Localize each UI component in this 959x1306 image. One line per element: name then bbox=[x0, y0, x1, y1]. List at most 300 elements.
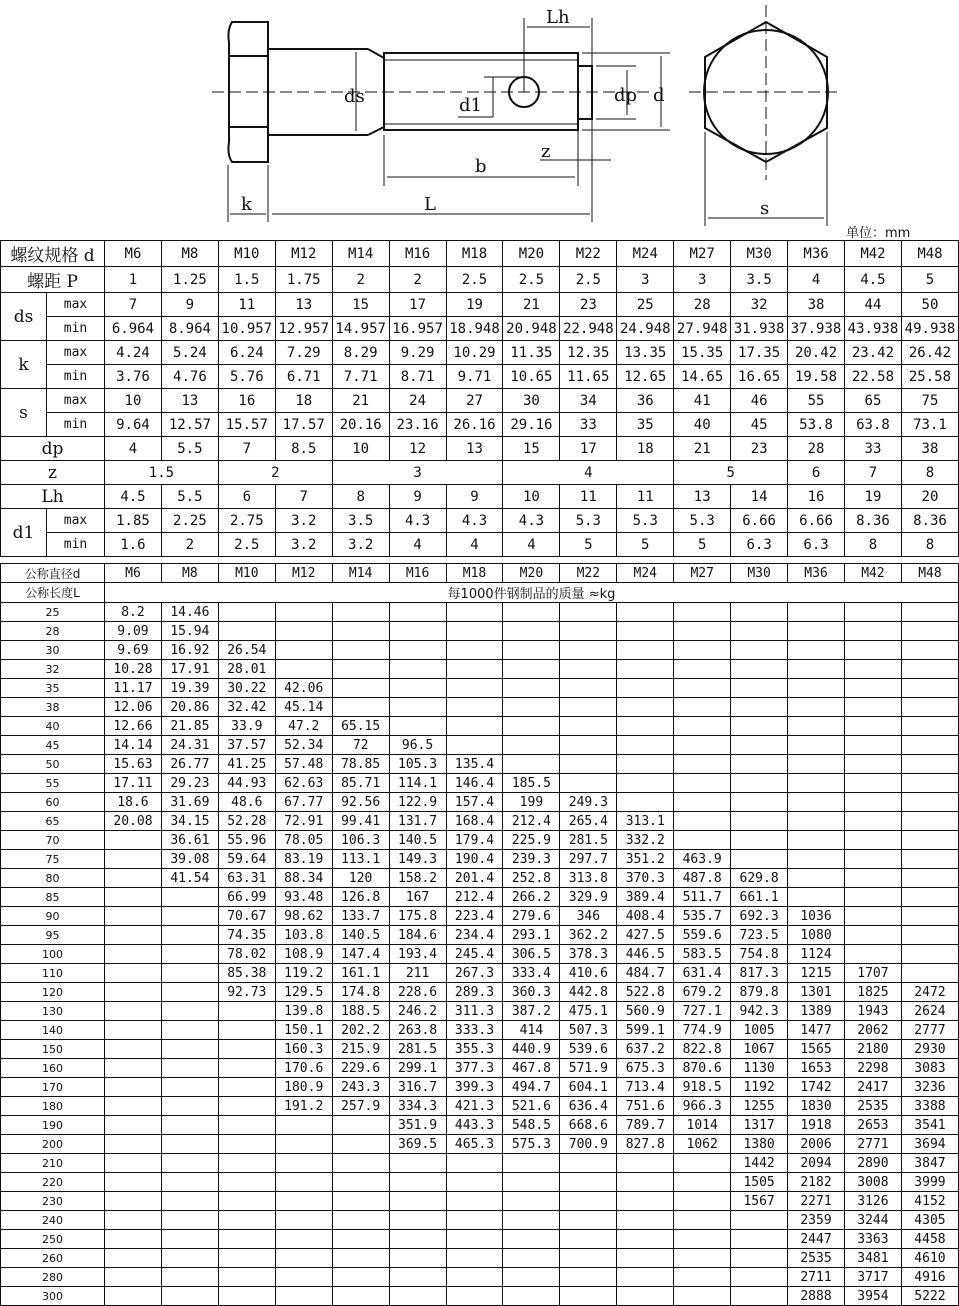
table-row bbox=[1, 698, 959, 717]
s-min-value: 12.57 bbox=[161, 413, 218, 437]
mass-value bbox=[788, 660, 845, 679]
mass-value: 334.3 bbox=[389, 1097, 446, 1116]
length-value: 160 bbox=[1, 1059, 105, 1078]
mass-value: 1442 bbox=[731, 1154, 788, 1173]
mass-value: 1014 bbox=[674, 1116, 731, 1135]
mass-value bbox=[275, 1154, 332, 1173]
table-row bbox=[1, 1002, 959, 1021]
label-Lh: Lh bbox=[546, 7, 570, 28]
mass-value: 494.7 bbox=[503, 1078, 560, 1097]
pitch-value: 2 bbox=[332, 267, 389, 293]
mass-value bbox=[503, 1154, 560, 1173]
k-min-value: 5.76 bbox=[218, 365, 275, 389]
Lh-label: Lh bbox=[1, 485, 105, 509]
mass-value: 583.5 bbox=[674, 945, 731, 964]
mass-value: 52.28 bbox=[218, 812, 275, 831]
mass-value: 93.48 bbox=[275, 888, 332, 907]
mass-value bbox=[731, 641, 788, 660]
table-row bbox=[1, 413, 959, 437]
mass-value: 2417 bbox=[844, 1078, 901, 1097]
size-header: M14 bbox=[332, 241, 389, 267]
mass-value bbox=[161, 1002, 218, 1021]
mass-value: 700.9 bbox=[560, 1135, 617, 1154]
k-min-value: 3.76 bbox=[105, 365, 162, 389]
mass-value bbox=[844, 774, 901, 793]
mass-value: 249.3 bbox=[560, 793, 617, 812]
mass-value: 789.7 bbox=[617, 1116, 674, 1135]
mass-value: 9.69 bbox=[105, 641, 162, 660]
mass-value bbox=[788, 603, 845, 622]
pitch-value: 2 bbox=[389, 267, 446, 293]
Lh-value: 5.5 bbox=[161, 485, 218, 509]
mass-value bbox=[161, 1230, 218, 1249]
label-z: z bbox=[541, 141, 551, 162]
mass-value: 313.8 bbox=[560, 869, 617, 888]
Lh-value: 16 bbox=[788, 485, 845, 509]
mass-value bbox=[503, 1211, 560, 1230]
mass-value: 14.14 bbox=[105, 736, 162, 755]
mass-value bbox=[788, 622, 845, 641]
mass-value: 421.3 bbox=[446, 1097, 503, 1116]
d1-min-value: 2 bbox=[161, 533, 218, 557]
mass-value: 369.5 bbox=[389, 1135, 446, 1154]
z-value: 8 bbox=[901, 461, 958, 485]
length-value: 250 bbox=[1, 1230, 105, 1249]
mass-value: 3481 bbox=[844, 1249, 901, 1268]
mass-value bbox=[788, 717, 845, 736]
d1-max-value: 8.36 bbox=[901, 509, 958, 533]
mass-value bbox=[674, 1154, 731, 1173]
mass-value: 351.9 bbox=[389, 1116, 446, 1135]
mass-value: 1062 bbox=[674, 1135, 731, 1154]
length-value: 25 bbox=[1, 603, 105, 622]
size-header: M18 bbox=[446, 564, 503, 583]
mass-value bbox=[503, 1287, 560, 1306]
length-value: 120 bbox=[1, 983, 105, 1002]
mass-value bbox=[446, 717, 503, 736]
mass-value bbox=[332, 1173, 389, 1192]
size-header: M6 bbox=[105, 241, 162, 267]
mass-value bbox=[617, 1154, 674, 1173]
mass-value: 26.77 bbox=[161, 755, 218, 774]
table-row bbox=[1, 983, 959, 1002]
mass-value: 157.4 bbox=[446, 793, 503, 812]
mass-value: 55.96 bbox=[218, 831, 275, 850]
mass-value: 193.4 bbox=[389, 945, 446, 964]
table-row bbox=[1, 317, 959, 341]
table-row bbox=[1, 907, 959, 926]
length-value: 180 bbox=[1, 1097, 105, 1116]
mass-value: 15.94 bbox=[161, 622, 218, 641]
mass-value bbox=[844, 945, 901, 964]
mass-value: 243.3 bbox=[332, 1078, 389, 1097]
mass-value bbox=[275, 622, 332, 641]
mass-value: 263.8 bbox=[389, 1021, 446, 1040]
mass-value: 45.14 bbox=[275, 698, 332, 717]
mass-value bbox=[560, 603, 617, 622]
ds-min-value: 27.948 bbox=[674, 317, 731, 341]
s-max-value: 55 bbox=[788, 389, 845, 413]
k-max-value: 6.24 bbox=[218, 341, 275, 365]
mass-value bbox=[617, 1230, 674, 1249]
mass-value bbox=[218, 1268, 275, 1287]
mass-value bbox=[275, 1268, 332, 1287]
mass-value: 333.4 bbox=[503, 964, 560, 983]
min-label: min bbox=[47, 365, 105, 389]
mass-value bbox=[446, 1154, 503, 1173]
mass-value: 1005 bbox=[731, 1021, 788, 1040]
mass-value bbox=[617, 1192, 674, 1211]
mass-value: 234.4 bbox=[446, 926, 503, 945]
mass-value: 225.9 bbox=[503, 831, 560, 850]
pitch-value: 3.5 bbox=[731, 267, 788, 293]
table-row bbox=[1, 679, 959, 698]
mass-value: 31.69 bbox=[161, 793, 218, 812]
k-max-value: 7.29 bbox=[275, 341, 332, 365]
s-min-value: 29.16 bbox=[503, 413, 560, 437]
mass-value: 942.3 bbox=[731, 1002, 788, 1021]
ds-max-value: 28 bbox=[674, 293, 731, 317]
mass-value: 311.3 bbox=[446, 1002, 503, 1021]
mass-value bbox=[161, 1135, 218, 1154]
k-label: k bbox=[1, 341, 47, 389]
mass-value: 629.8 bbox=[731, 869, 788, 888]
ds-max-value: 50 bbox=[901, 293, 958, 317]
ds-max-value: 44 bbox=[845, 293, 902, 317]
mass-value: 85.71 bbox=[332, 774, 389, 793]
mass-value bbox=[161, 888, 218, 907]
mass-value bbox=[446, 603, 503, 622]
mass-value bbox=[105, 1078, 162, 1097]
mass-value bbox=[105, 964, 162, 983]
mass-value: 870.6 bbox=[674, 1059, 731, 1078]
mass-value bbox=[503, 736, 560, 755]
mass-value bbox=[161, 1268, 218, 1287]
mass-value bbox=[901, 755, 958, 774]
mass-value bbox=[105, 1116, 162, 1135]
mass-value bbox=[731, 622, 788, 641]
mass-value: 106.3 bbox=[332, 831, 389, 850]
mass-value bbox=[105, 1002, 162, 1021]
mass-value bbox=[731, 831, 788, 850]
mass-value bbox=[332, 1230, 389, 1249]
mass-value: 1255 bbox=[731, 1097, 788, 1116]
mass-value: 1707 bbox=[844, 964, 901, 983]
mass-value: 539.6 bbox=[560, 1040, 617, 1059]
mass-value: 47.2 bbox=[275, 717, 332, 736]
table-row bbox=[1, 622, 959, 641]
mass-value bbox=[788, 679, 845, 698]
mass-value: 18.6 bbox=[105, 793, 162, 812]
mass-value bbox=[503, 603, 560, 622]
table-row bbox=[1, 267, 959, 293]
mass-value: 85.38 bbox=[218, 964, 275, 983]
mass-value: 467.8 bbox=[503, 1059, 560, 1078]
mass-value bbox=[788, 888, 845, 907]
d1-max-value: 2.25 bbox=[161, 509, 218, 533]
mass-value bbox=[560, 1230, 617, 1249]
mass-value bbox=[617, 1211, 674, 1230]
mass-value bbox=[901, 869, 958, 888]
mass-value: 63.31 bbox=[218, 869, 275, 888]
mass-value bbox=[560, 755, 617, 774]
mass-value bbox=[446, 660, 503, 679]
mass-value bbox=[389, 1287, 446, 1306]
mass-value bbox=[332, 1116, 389, 1135]
s-min-value: 45 bbox=[731, 413, 788, 437]
mass-value: 12.06 bbox=[105, 698, 162, 717]
mass-value bbox=[161, 1059, 218, 1078]
dp-value: 13 bbox=[446, 437, 503, 461]
mass-value bbox=[105, 926, 162, 945]
mass-value bbox=[389, 1154, 446, 1173]
mass-value: 2359 bbox=[788, 1211, 845, 1230]
mass-value: 2298 bbox=[844, 1059, 901, 1078]
length-value: 30 bbox=[1, 641, 105, 660]
mass-value: 713.4 bbox=[617, 1078, 674, 1097]
label-L: L bbox=[424, 194, 436, 215]
size-header: M12 bbox=[275, 241, 332, 267]
mass-value: 827.8 bbox=[617, 1135, 674, 1154]
mass-value bbox=[161, 1192, 218, 1211]
mass-value: 329.9 bbox=[560, 888, 617, 907]
mass-value bbox=[389, 1192, 446, 1211]
mass-value: 83.19 bbox=[275, 850, 332, 869]
table-row bbox=[1, 1040, 959, 1059]
mass-value: 723.5 bbox=[731, 926, 788, 945]
ds-max-value: 38 bbox=[788, 293, 845, 317]
d1-min-value: 1.6 bbox=[105, 533, 162, 557]
length-value: 240 bbox=[1, 1211, 105, 1230]
s-max-value: 18 bbox=[275, 389, 332, 413]
mass-value bbox=[844, 622, 901, 641]
length-value: 210 bbox=[1, 1154, 105, 1173]
length-value: 45 bbox=[1, 736, 105, 755]
size-header: M8 bbox=[161, 241, 218, 267]
max-label: max bbox=[47, 341, 105, 365]
table-row bbox=[1, 1021, 959, 1040]
mass-value: 754.8 bbox=[731, 945, 788, 964]
mass-value: 66.99 bbox=[218, 888, 275, 907]
mass-value: 150.1 bbox=[275, 1021, 332, 1040]
s-max-value: 41 bbox=[674, 389, 731, 413]
pitch-label: 螺距 P bbox=[1, 267, 105, 293]
mass-value bbox=[161, 1287, 218, 1306]
mass-value: 3999 bbox=[901, 1173, 958, 1192]
mass-value: 313.1 bbox=[617, 812, 674, 831]
table-row bbox=[1, 564, 959, 583]
k-min-value: 14.65 bbox=[674, 365, 731, 389]
mass-value: 70.67 bbox=[218, 907, 275, 926]
s-max-value: 30 bbox=[503, 389, 560, 413]
mass-value: 521.6 bbox=[503, 1097, 560, 1116]
ds-min-value: 8.964 bbox=[161, 317, 218, 341]
mass-value: 30.22 bbox=[218, 679, 275, 698]
k-max-value: 4.24 bbox=[105, 341, 162, 365]
mass-value bbox=[674, 660, 731, 679]
table-row bbox=[1, 850, 959, 869]
ds-max-value: 19 bbox=[446, 293, 503, 317]
mass-value: 599.1 bbox=[617, 1021, 674, 1040]
mass-value: 3126 bbox=[844, 1192, 901, 1211]
d1-min-value: 8 bbox=[845, 533, 902, 557]
Lh-value: 20 bbox=[901, 485, 958, 509]
mass-value: 41.54 bbox=[161, 869, 218, 888]
mass-value bbox=[218, 1097, 275, 1116]
size-header: M42 bbox=[845, 241, 902, 267]
mass-value: 36.61 bbox=[161, 831, 218, 850]
length-value: 85 bbox=[1, 888, 105, 907]
mass-value bbox=[503, 641, 560, 660]
mass-value bbox=[674, 698, 731, 717]
nominal-diameter-label: 公称直径d bbox=[1, 564, 105, 583]
label-b: b bbox=[475, 156, 487, 177]
mass-value bbox=[275, 1230, 332, 1249]
mass-value bbox=[105, 1059, 162, 1078]
max-label: max bbox=[47, 389, 105, 413]
Lh-value: 11 bbox=[560, 485, 617, 509]
mass-value: 149.3 bbox=[389, 850, 446, 869]
mass-value: 1565 bbox=[788, 1040, 845, 1059]
ds-max-value: 11 bbox=[218, 293, 275, 317]
z-label: z bbox=[1, 461, 105, 485]
mass-value bbox=[617, 774, 674, 793]
mass-value: 3954 bbox=[844, 1287, 901, 1306]
mass-value: 3236 bbox=[901, 1078, 958, 1097]
mass-value bbox=[389, 1173, 446, 1192]
mass-value: 44.93 bbox=[218, 774, 275, 793]
table-row bbox=[1, 1268, 959, 1287]
table-row bbox=[1, 1173, 959, 1192]
mass-value bbox=[674, 622, 731, 641]
mass-value: 3008 bbox=[844, 1173, 901, 1192]
mass-value bbox=[901, 774, 958, 793]
size-header: M20 bbox=[503, 241, 560, 267]
mass-value bbox=[275, 1173, 332, 1192]
mass-value: 443.3 bbox=[446, 1116, 503, 1135]
mass-value: 463.9 bbox=[674, 850, 731, 869]
length-value: 110 bbox=[1, 964, 105, 983]
ds-max-value: 32 bbox=[731, 293, 788, 317]
table-row bbox=[1, 509, 959, 533]
mass-value bbox=[674, 717, 731, 736]
ds-max-value: 7 bbox=[105, 293, 162, 317]
mass-value: 751.6 bbox=[617, 1097, 674, 1116]
mass-value: 99.41 bbox=[332, 812, 389, 831]
ds-min-value: 37.938 bbox=[788, 317, 845, 341]
length-value: 50 bbox=[1, 755, 105, 774]
ds-max-value: 13 bbox=[275, 293, 332, 317]
mass-value: 266.2 bbox=[503, 888, 560, 907]
mass-value bbox=[674, 736, 731, 755]
mass-value bbox=[901, 660, 958, 679]
length-value: 38 bbox=[1, 698, 105, 717]
mass-value: 427.5 bbox=[617, 926, 674, 945]
mass-value: 2930 bbox=[901, 1040, 958, 1059]
z-value: 6 bbox=[788, 461, 845, 485]
mass-value: 299.1 bbox=[389, 1059, 446, 1078]
length-value: 220 bbox=[1, 1173, 105, 1192]
d1-max-value: 4.3 bbox=[503, 509, 560, 533]
mass-value bbox=[844, 679, 901, 698]
dp-value: 21 bbox=[674, 437, 731, 461]
s-max-value: 16 bbox=[218, 389, 275, 413]
mass-value: 72 bbox=[332, 736, 389, 755]
pitch-value: 2.5 bbox=[560, 267, 617, 293]
mass-value: 774.9 bbox=[674, 1021, 731, 1040]
dp-value: 38 bbox=[901, 437, 958, 461]
d1-max-value: 1.85 bbox=[105, 509, 162, 533]
mass-value bbox=[161, 1249, 218, 1268]
mass-value: 679.2 bbox=[674, 983, 731, 1002]
mass-value bbox=[731, 717, 788, 736]
d1-max-value: 4.3 bbox=[389, 509, 446, 533]
table-row bbox=[1, 774, 959, 793]
d1-max-value: 6.66 bbox=[788, 509, 845, 533]
mass-value bbox=[446, 679, 503, 698]
mass-value: 387.2 bbox=[503, 1002, 560, 1021]
mass-value: 2271 bbox=[788, 1192, 845, 1211]
mass-value: 346 bbox=[560, 907, 617, 926]
mass-value: 119.2 bbox=[275, 964, 332, 983]
mass-value: 212.4 bbox=[446, 888, 503, 907]
ds-min-value: 18.948 bbox=[446, 317, 503, 341]
mass-value bbox=[161, 907, 218, 926]
mass-value bbox=[560, 660, 617, 679]
size-header: M22 bbox=[560, 241, 617, 267]
mass-value: 281.5 bbox=[560, 831, 617, 850]
mass-value: 289.3 bbox=[446, 983, 503, 1002]
mass-value: 2777 bbox=[901, 1021, 958, 1040]
mass-value: 2888 bbox=[788, 1287, 845, 1306]
size-header: M27 bbox=[674, 241, 731, 267]
mass-value: 351.2 bbox=[617, 850, 674, 869]
mass-value: 377.3 bbox=[446, 1059, 503, 1078]
pitch-value: 1.25 bbox=[161, 267, 218, 293]
mass-value bbox=[617, 736, 674, 755]
mass-value bbox=[446, 736, 503, 755]
k-min-value: 4.76 bbox=[161, 365, 218, 389]
mass-value: 24.31 bbox=[161, 736, 218, 755]
min-label: min bbox=[47, 533, 105, 557]
mass-value bbox=[218, 1230, 275, 1249]
z-value: 5 bbox=[674, 461, 788, 485]
d1-max-value: 4.3 bbox=[446, 509, 503, 533]
s-max-value: 46 bbox=[731, 389, 788, 413]
mass-value: 147.4 bbox=[332, 945, 389, 964]
mass-value: 211 bbox=[389, 964, 446, 983]
mass-value bbox=[901, 964, 958, 983]
mass-value bbox=[503, 1192, 560, 1211]
mass-value: 41.25 bbox=[218, 755, 275, 774]
mass-value: 487.8 bbox=[674, 869, 731, 888]
mass-value: 637.2 bbox=[617, 1040, 674, 1059]
mass-value: 167 bbox=[389, 888, 446, 907]
mass-value bbox=[788, 812, 845, 831]
mass-value: 3388 bbox=[901, 1097, 958, 1116]
d1-min-value: 4 bbox=[389, 533, 446, 557]
ds-max-value: 9 bbox=[161, 293, 218, 317]
z-value: 1.5 bbox=[105, 461, 219, 485]
mass-value: 78.05 bbox=[275, 831, 332, 850]
mass-value: 15.63 bbox=[105, 755, 162, 774]
mass-value: 2447 bbox=[788, 1230, 845, 1249]
mass-value bbox=[275, 660, 332, 679]
mass-value bbox=[275, 603, 332, 622]
mass-value: 129.5 bbox=[275, 983, 332, 1002]
mass-value: 179.4 bbox=[446, 831, 503, 850]
mass-value bbox=[617, 660, 674, 679]
